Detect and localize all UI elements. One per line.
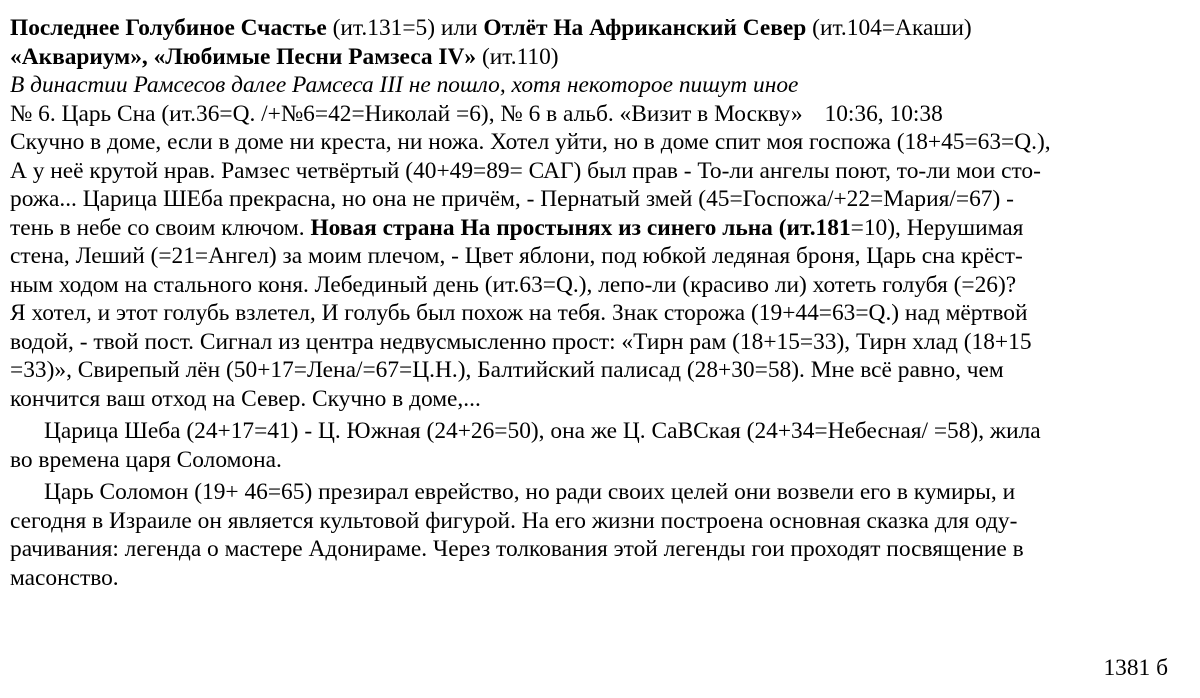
paragraph-line: [10, 478, 1190, 507]
document-page: [10, 14, 1190, 592]
album-note: (ит.110): [476, 43, 559, 70]
lyrics-text: тень в небе со своим ключом.: [10, 214, 311, 241]
lyrics-line: кончится ваш отход на Север. Скучно в доме,...: [10, 385, 481, 412]
paragraph-line: рачивания: легенда о мастере Адонираме. Через толкования этой легенды гои проходят посвящение в: [10, 536, 1024, 562]
title-line-1: [10, 14, 1190, 43]
lyrics-line: водой, - твой пост. Сигнал из центра недвусмысленно прост: «Тирн рам (18+15=33), Тирн хлад (18+15: [10, 328, 1032, 355]
song-title-1: Последнее Голубиное Счастье: [10, 15, 327, 41]
lyrics-text: =10), Нерушимая: [850, 214, 1024, 241]
lyrics-line: стена, Леший (=21=Ангел) за моим плечом, - Цвет яблони, под юбкой ледяная броня, Царь сна крёст-: [10, 243, 1023, 269]
lyrics-line: [10, 214, 1190, 243]
paragraph-line: во времена царя Соломона.: [10, 446, 282, 473]
title-note-1: (ит.131=5) или: [326, 15, 484, 41]
track-line: [10, 100, 1190, 129]
paragraph-line: сегодня в Израиле он является культовой фигурой. На его жизни построена основная сказка для оду-: [10, 507, 1018, 534]
lyrics-line: ным ходом на стального коня. Лебединый день (ит.63=Q.), лепо-ли (красиво ли) хотеть голубя (=26)?: [10, 271, 1017, 298]
lyrics-line: Скучно в доме, если в доме ни креста, ни ножа. Хотел уйти, но в доме спит моя госпожа (18+45=63=Q.),: [10, 129, 1051, 155]
title-note-2: (ит.104=Акаши): [806, 15, 972, 41]
paragraph-text: Царь Соломон (19+ 46=65) презирал еврейство, но ради своих целей они возвели его в кумиры, и: [44, 479, 1016, 505]
page-number: 1381 б: [1103, 655, 1168, 681]
lyrics-line: А у неё крутой нрав. Рамзес четвёртый (40+49=89= САГ) был прав - То-ли ангелы поют, то-ли мои сто-: [10, 157, 1041, 184]
track-info: № 6. Царь Сна (ит.36=Q. /+№6=42=Николай =6), № 6 в альб. «Визит в Москву»: [10, 100, 803, 127]
lyrics-line: Я хотел, и этот голубь взлетел, И голубь был похож на тебя. Знак сторожа (19+44=63=Q.) над мёртвой: [10, 300, 1028, 326]
lyrics-line: рожа... Царица ШЕба прекрасна, но она не причём, - Пернатый змей (45=Госпожа/+22=Мария/=67) -: [10, 186, 1014, 212]
album-title: «Аквариум», «Любимые Песни Рамзеса IV»: [10, 43, 477, 70]
track-times: 10:36, 10:38: [824, 100, 943, 127]
paragraph-text: Царица Шеба (24+17=41) - Ц. Южная (24+26=50), она же Ц. СаВСкая (24+34=Небесная/ =58), жила: [44, 418, 1041, 444]
title-line-2: [10, 43, 1190, 72]
paragraph-line: масонство.: [10, 564, 119, 591]
paragraph-line: [10, 417, 1190, 446]
italic-note: В династии Рамсесов далее Рамсеса III не пошло, хотя некоторое пишут иное: [10, 72, 799, 98]
lyrics-bold-title: Новая страна На простынях из синего льна (ит.181: [310, 214, 851, 241]
lyrics-line: =33)», Свирепый лён (50+17=Лена/=67=Ц.Н.), Балтийский палисад (28+30=58). Мне всё равно, чем: [10, 357, 1004, 383]
song-title-2: Отлёт На Африканский Север: [483, 15, 807, 41]
